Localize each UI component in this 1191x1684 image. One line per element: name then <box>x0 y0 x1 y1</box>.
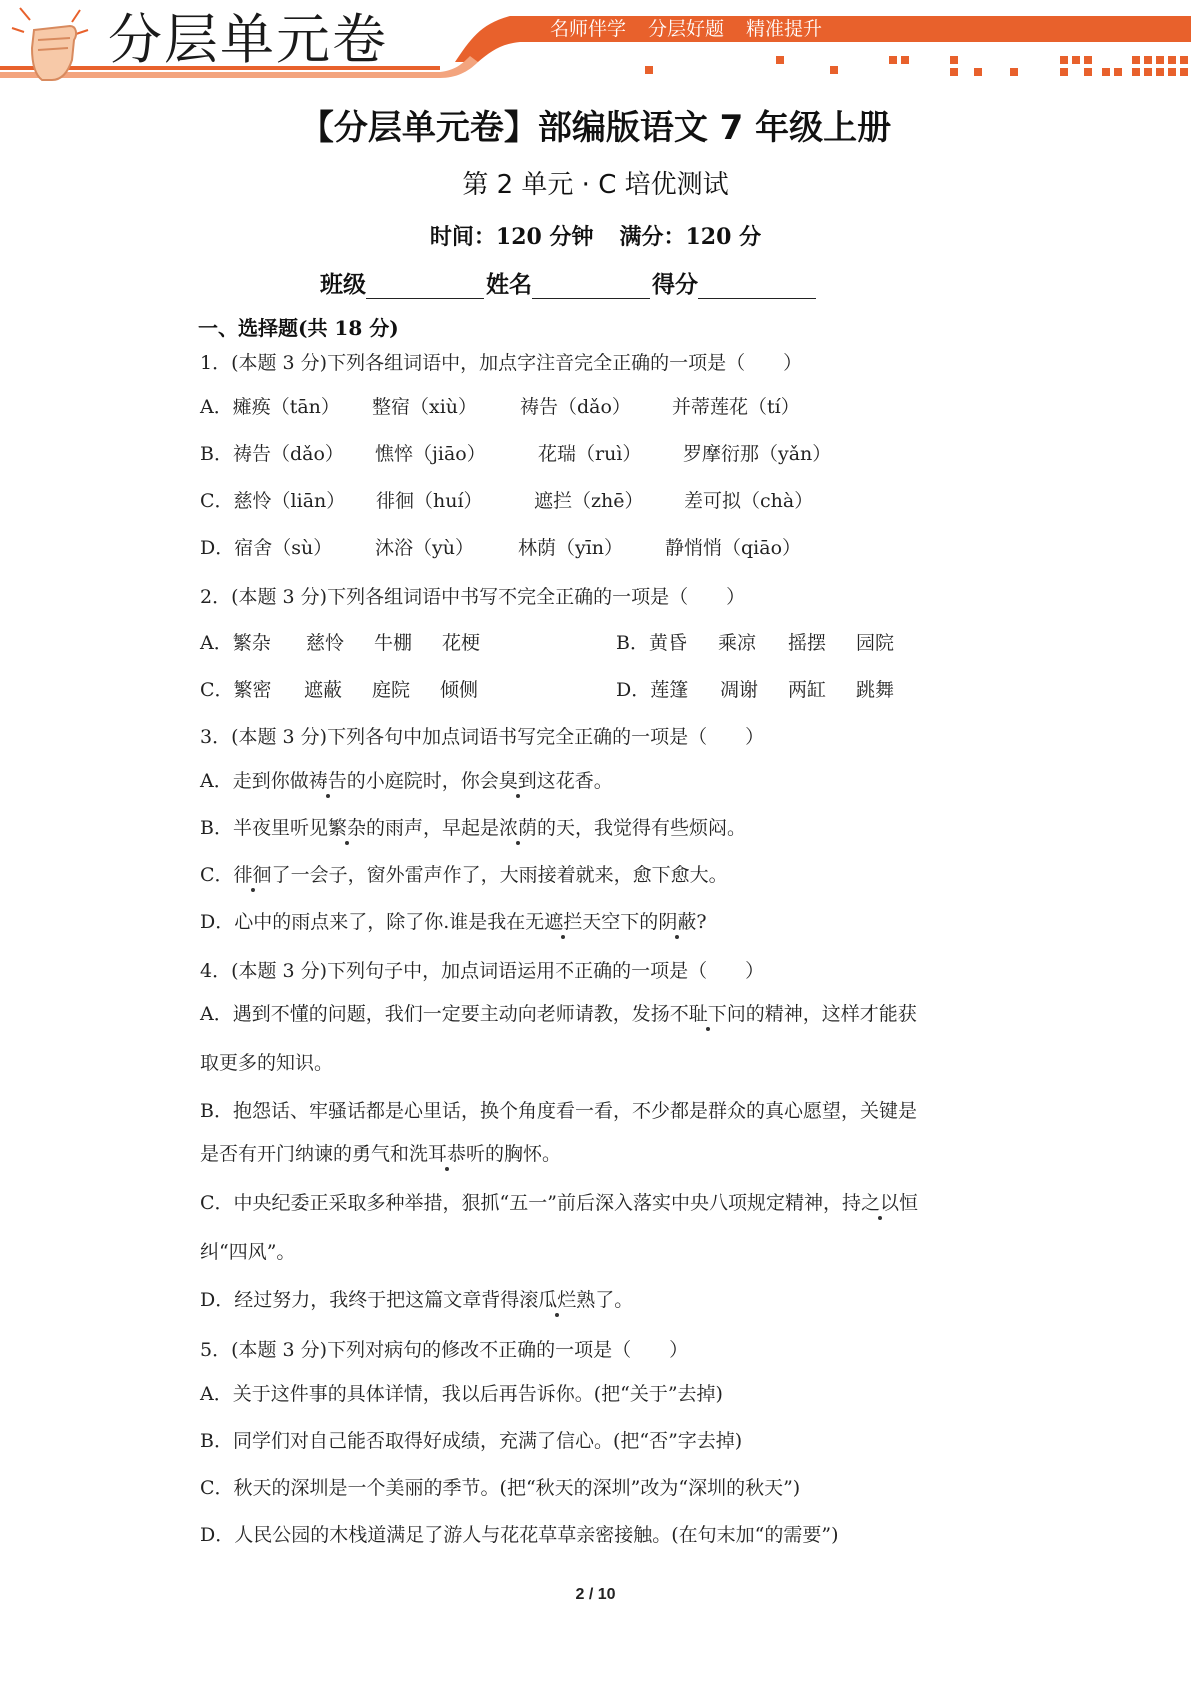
option-text: C．中央纪委正采取多种举措，狠抓“五一”前后深入落实中央八项规定精神， <box>200 1192 842 1214</box>
dotted-word: 徘徊 <box>233 864 272 886</box>
option-item: 摇摆 <box>788 632 827 654</box>
exam-time: 时间：120 分钟 <box>429 224 594 250</box>
option-item: 罗摩衍那（yǎn） <box>683 443 832 465</box>
option-A <box>200 1001 917 1027</box>
name-blank[interactable] <box>532 272 650 299</box>
option-text: 的天，我觉得有些烦闷。 <box>537 817 747 839</box>
option-C <box>200 1190 918 1216</box>
option-D <box>200 909 707 935</box>
option-text: A．走到你做 <box>200 770 309 792</box>
brand-title: 分层单元卷 <box>108 8 388 71</box>
option-item: 并蒂莲花（tí） <box>672 396 800 418</box>
section-heading: 一、选择题(共 18 分) <box>198 316 399 340</box>
option-text: B．半夜里听见 <box>200 817 328 839</box>
option-B: B．祷告（dǎo） <box>200 443 344 465</box>
option-item: 跳舞 <box>856 679 895 701</box>
option-item: 祷告（dǎo） <box>520 396 631 418</box>
option-item: 乘凉 <box>718 632 757 654</box>
question-stem: 3．(本题 3 分)下列各句中加点词语书写完全正确的一项是（ ） <box>200 726 765 748</box>
slogan-item: 分层好题 <box>648 18 725 40</box>
option-text: 的雨声，早起是 <box>365 817 499 839</box>
option-text: 了。 <box>595 1289 634 1311</box>
option-D: D．莲篷 <box>616 679 689 701</box>
option-B: B．抱怨话、牢骚话都是心里话，换个角度看一看，不少都是群众的真心愿望，关键是 <box>200 1100 917 1122</box>
class-label: 班级 <box>320 271 366 298</box>
dotted-word: 繁杂 <box>327 817 366 839</box>
option-text: 是否有开门纳谏的勇气和 <box>200 1143 410 1165</box>
option-B: B．黄昏 <box>616 632 687 654</box>
option-item: 花梗 <box>442 632 481 654</box>
option-text: ? <box>696 911 707 933</box>
exam-score: 满分：120 分 <box>619 224 762 250</box>
dotted-word: 浓荫 <box>499 817 538 839</box>
option-D <box>200 1287 633 1313</box>
option-continuation <box>200 1141 561 1167</box>
exam-meta <box>0 220 1191 251</box>
option-text: 这花香。 <box>536 770 613 792</box>
option-item: 沐浴（yù） <box>375 537 474 559</box>
option-C: C．繁密 <box>200 679 272 701</box>
option-text: C． <box>200 864 234 886</box>
dotted-word: 持之以恒 <box>841 1192 918 1214</box>
option-item: 庭院 <box>372 679 411 701</box>
option-item: 遮蔽 <box>304 679 343 701</box>
option-continuation: 纠“四风”。 <box>200 1241 296 1263</box>
grade-blank[interactable] <box>698 272 816 299</box>
option-item: 花瑞（ruì） <box>538 443 642 465</box>
option-text: 的精神，这样才能获 <box>745 1003 917 1025</box>
option-B <box>200 815 746 841</box>
fist-logo-icon <box>8 0 98 90</box>
option-B: B．同学们对自己能否取得好成绩，充满了信心。(把“否”字去掉) <box>200 1430 743 1452</box>
slogan-item: 名师伴学 <box>550 18 627 40</box>
option-item: 整宿（xiù） <box>372 396 478 418</box>
option-item: 徘徊（huí） <box>376 490 483 512</box>
dotted-word: 不耻下问 <box>669 1003 746 1025</box>
dotted-word: 洗耳恭听 <box>409 1143 486 1165</box>
option-item: 凋谢 <box>720 679 759 701</box>
option-text: D．心中的雨点来了，除了你.谁是我在无 <box>200 911 545 933</box>
class-blank[interactable] <box>366 272 484 299</box>
dotted-word: 祷告 <box>308 770 347 792</box>
option-text: A．遇到不懂的问题，我们一定要主动向老师请教，发扬 <box>200 1003 670 1025</box>
option-text: 天空下的 <box>582 911 659 933</box>
option-A: A．瘫痪（tān） <box>200 396 340 418</box>
dotted-word: 遮拦 <box>544 911 583 933</box>
option-C: C．慈怜（liān） <box>200 490 346 512</box>
option-A: A．关于这件事的具体详情，我以后再告诉你。(把“关于”去掉) <box>200 1383 723 1405</box>
question-stem: 2．(本题 3 分)下列各组词语中书写不完全正确的一项是（ ） <box>200 586 746 608</box>
dotted-word: 滚瓜烂熟 <box>519 1289 596 1311</box>
option-C <box>200 862 728 888</box>
slogan <box>550 14 844 41</box>
option-item: 静悄悄（qiāo） <box>665 537 802 559</box>
option-item: 园院 <box>856 632 895 654</box>
option-item: 遮拦（zhē） <box>534 490 644 512</box>
option-item: 牛棚 <box>374 632 413 654</box>
dotted-word: 阴蔽 <box>658 911 697 933</box>
slogan-item: 精准提升 <box>746 18 823 40</box>
option-A: A．繁杂 <box>200 632 271 654</box>
grade-label: 得分 <box>652 271 698 298</box>
option-continuation: 取更多的知识。 <box>200 1052 334 1074</box>
option-item: 两缸 <box>788 679 827 701</box>
option-item: 林荫（yīn） <box>518 537 624 559</box>
option-item: 差可拟（chà） <box>684 490 814 512</box>
dotted-word: 臭到 <box>498 770 537 792</box>
option-D: D．宿舍（sù） <box>200 537 333 559</box>
option-item: 慈怜 <box>306 632 345 654</box>
page-number: 2 / 10 <box>575 1586 616 1603</box>
question-stem: 4．(本题 3 分)下列句子中，加点词语运用不正确的一项是（ ） <box>200 960 765 982</box>
page-subtitle: 第 2 单元 · C 培优测试 <box>462 170 729 200</box>
name-label: 姓名 <box>486 271 532 298</box>
option-item: 憔悴（jiāo） <box>375 443 486 465</box>
option-A <box>200 768 613 794</box>
option-item: 倾侧 <box>440 679 479 701</box>
page-title: 【分层单元卷】部编版语文 7 年级上册 <box>299 108 892 148</box>
option-C: C．秋天的深圳是一个美丽的季节。(把“秋天的深圳”改为“深圳的秋天”) <box>200 1477 801 1499</box>
option-text: 的小庭院时，你会 <box>346 770 499 792</box>
option-text: D．经过努力，我终于把这篇文章背得 <box>200 1289 520 1311</box>
student-info-row <box>320 266 818 299</box>
option-text: 的胸怀。 <box>485 1143 562 1165</box>
question-stem: 5．(本题 3 分)下列对病句的修改不正确的一项是（ ） <box>200 1339 689 1361</box>
option-D: D．人民公园的木栈道满足了游人与花花草草亲密接触。(在句末加“的需要”) <box>200 1524 839 1546</box>
option-text: 了一会子，窗外雷声作了，大雨接着就来，愈下愈大。 <box>271 864 728 886</box>
question-stem: 1．(本题 3 分)下列各组词语中，加点字注音完全正确的一项是（ ） <box>200 352 803 374</box>
header-banner <box>0 0 1191 90</box>
